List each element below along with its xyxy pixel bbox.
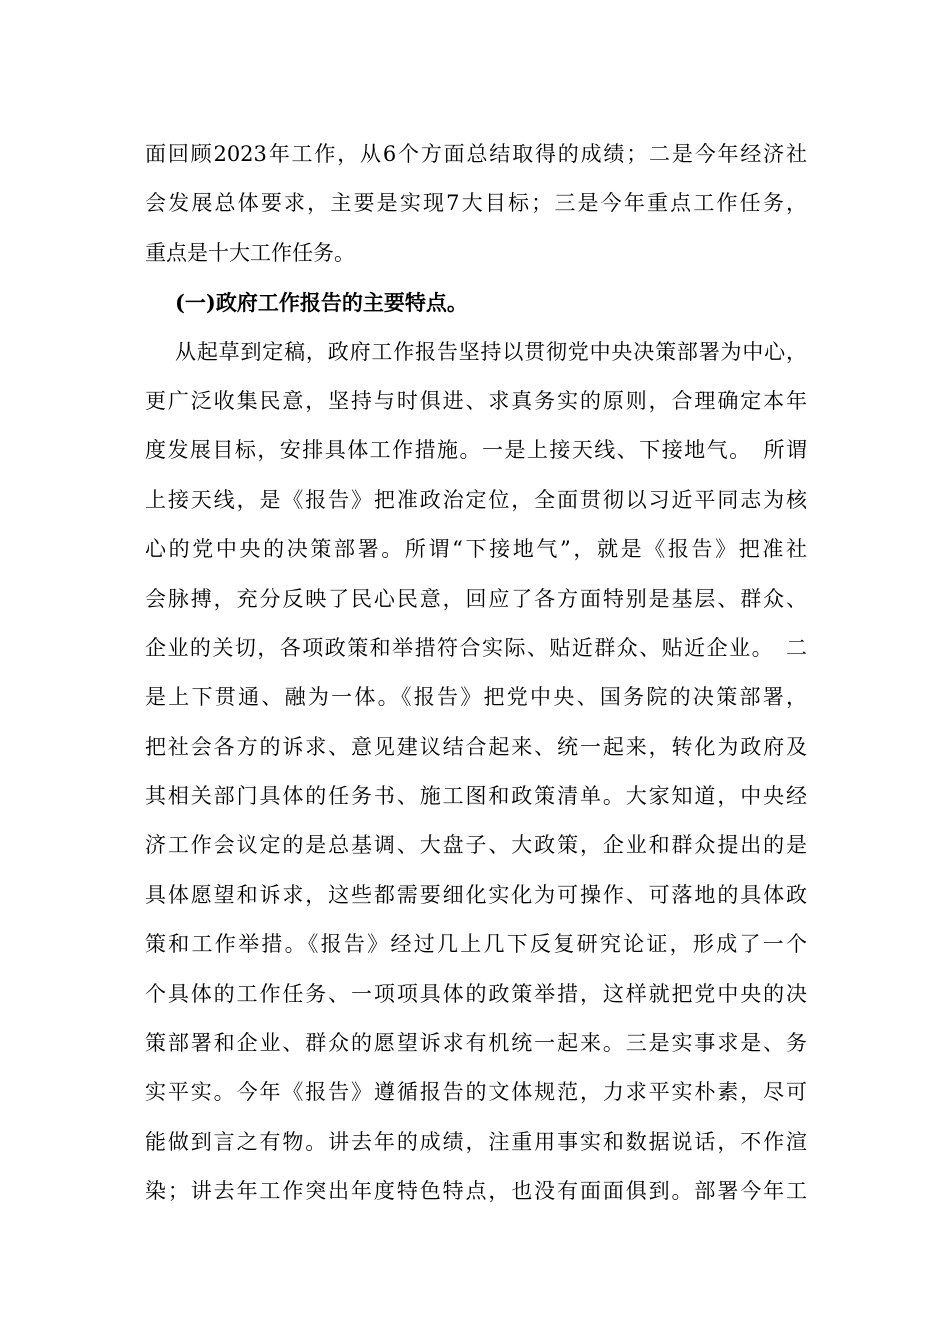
text-line: 更广泛收集民意，坚持与时俱进、求真务实的原则，合理确定本年 <box>145 388 807 413</box>
text-line: 策和工作举措。《报告》经过几上几下反复研究论证，形成了一个 <box>145 932 807 957</box>
text-line: 面回顾2023年工作，从6个方面总结取得的成绩；二是今年经济社 <box>145 142 807 166</box>
text-line: 度发展目标，安排具体工作措施。一是上接天线、下接地气。 所谓 <box>145 438 807 463</box>
text-line: 重点是十大工作任务。 <box>145 240 355 265</box>
text-line: 策部署和企业、群众的愿望诉求有机统一起来。三是实事求是、务 <box>145 1031 807 1056</box>
text-line: 把社会各方的诉求、意见建议结合起来、统一起来，转化为政府及 <box>145 734 807 759</box>
text-line: 上接天线，是《报告》把准政治定位，全面贯彻以习近平同志为核 <box>145 487 807 512</box>
text-line: 会脉搏，充分反映了民心民意，回应了各方面特别是基层、群众、 <box>145 586 807 611</box>
text-line: 个具体的工作任务、一项项具体的政策举措，这样就把党中央的决 <box>145 981 807 1006</box>
text-line: 实平实。今年《报告》遵循报告的文体规范，力求平实朴素，尽可 <box>145 1080 807 1105</box>
text-line: 其相关部门具体的任务书、施工图和政策清单。大家知道，中央经 <box>145 784 807 809</box>
text-line: 心的党中央的决策部署。所谓“下接地气”，就是《报告》把准社 <box>145 537 807 562</box>
text-line: 能做到言之有物。讲去年的成绩，注重用事实和数据说话，不作渲 <box>145 1129 807 1154</box>
text-line: 会发展总体要求，主要是实现7大目标；三是今年重点工作任务， <box>145 191 807 216</box>
document-body <box>145 130 807 1217</box>
text-line: 济工作会议定的是总基调、大盘子、大政策，企业和群众提出的是 <box>145 833 807 858</box>
text-line: 具体愿望和诉求，这些都需要细化实化为可操作、可落地的具体政 <box>145 882 807 907</box>
text-line: 企业的关切，各项政策和举措符合实际、贴近群众、贴近企业。 二 <box>145 635 807 660</box>
text-line: 是上下贯通、融为一体。《报告》把党中央、国务院的决策部署， <box>145 685 807 710</box>
text-line: 染；讲去年工作突出年度特色特点，也没有面面俱到。部署今年工 <box>145 1179 807 1204</box>
section-heading: (一)政府工作报告的主要特点。 <box>175 290 468 316</box>
text-line: 从起草到定稿，政府工作报告坚持以贯彻党中央决策部署为中心， <box>175 339 807 364</box>
